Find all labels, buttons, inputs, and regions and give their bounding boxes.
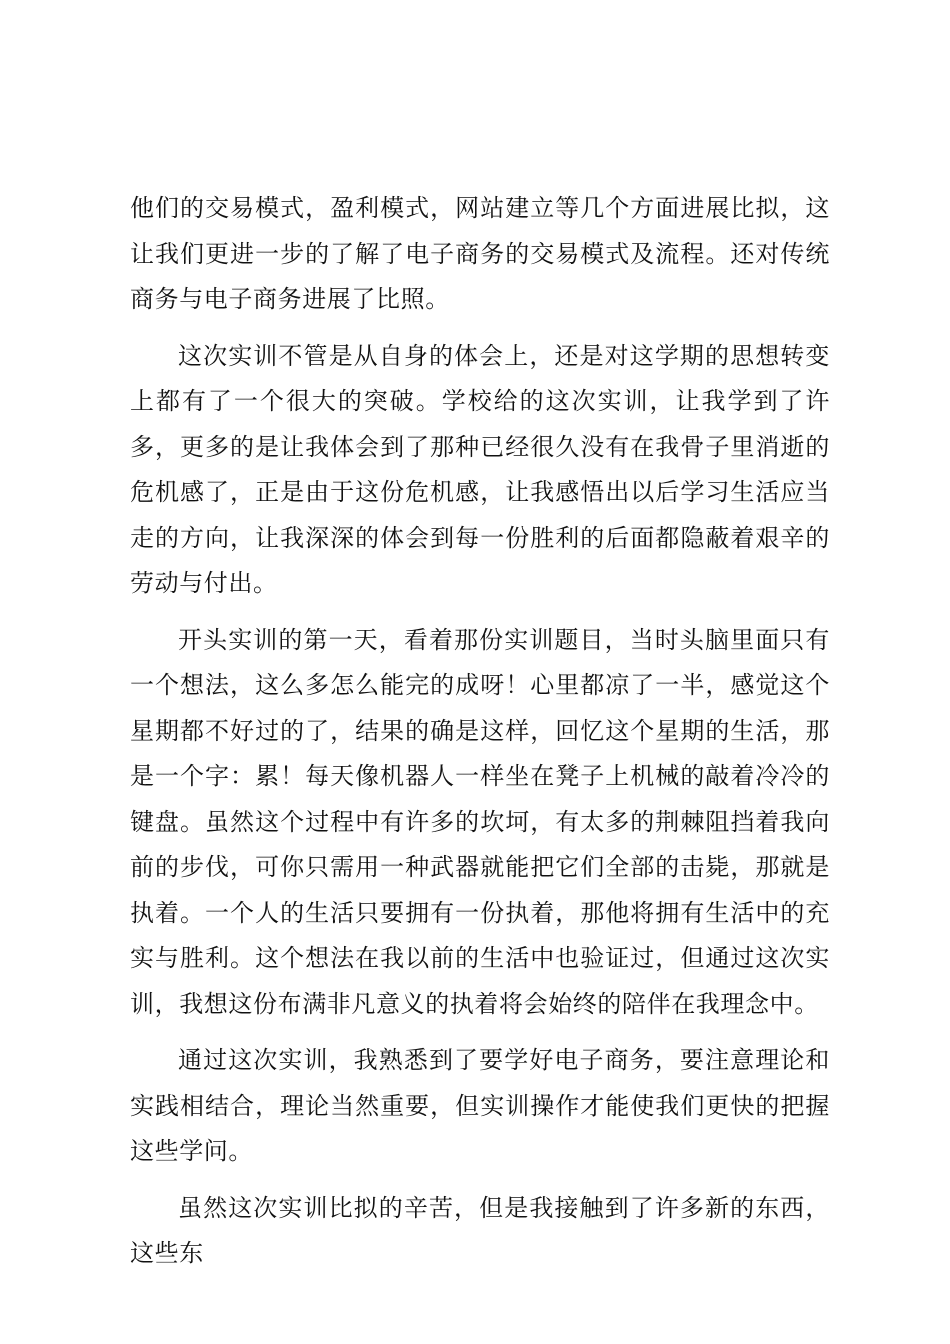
paragraph-3: 开头实训的第一天，看着那份实训题目，当时头脑里面只有一个想法，这么多怎么能完的成呀！心里都凉了一半，感觉这个星期都不好过的了，结果的确是这样，回忆这个星期的生活，那是一个字：累！每天像机器人一样坐在凳子上机械的敲着冷冷的键盘。虽然这个过程中有许多的坎坷，有太多的荆棘阻挡着我向前的步伐，可你只需用一种武器就能把它们全部的击毙，那就是执着。一个人的生活只要拥有一份执着，那他将拥有生活中的充实与胜利。这个想法在我以前的生活中也验证过，但通过这次实训，我想这份布满非凡意义的执着将会始终的陪伴在我理念中。 <box>130 625 830 1018</box>
paragraph-gap <box>130 1175 830 1186</box>
paragraph-2: 这次实训不管是从自身的体会上，还是对这学期的思想转变上都有了一个很大的突破。学校给的这次实训，让我学到了许多，更多的是让我体会到了那种已经很久没有在我骨子里消逝的危机感了，正是由于这份危机感，让我感悟出以后学习生活应当走的方向，让我深深的体会到每一份胜利的后面都隐蔽着艰辛的劳动与付出。 <box>130 341 830 597</box>
paragraph-gap <box>130 607 830 618</box>
document-body <box>130 186 830 1277</box>
paragraph-1: 他们的交易模式，盈利模式，网站建立等几个方面进展比拟，这让我们更进一步的了解了电子商务的交易模式及流程。还对传统商务与电子商务进展了比照。 <box>130 194 830 313</box>
paragraph-gap <box>130 323 830 334</box>
paragraph-5: 虽然这次实训比拟的辛苦，但是我接触到了许多新的东西，这些东 <box>130 1193 830 1267</box>
paragraph-gap <box>130 1027 830 1038</box>
paragraph-4: 通过这次实训，我熟悉到了要学好电子商务，要注意理论和实践相结合，理论当然重要，但实训操作才能使我们更快的把握这些学问。 <box>130 1046 830 1165</box>
